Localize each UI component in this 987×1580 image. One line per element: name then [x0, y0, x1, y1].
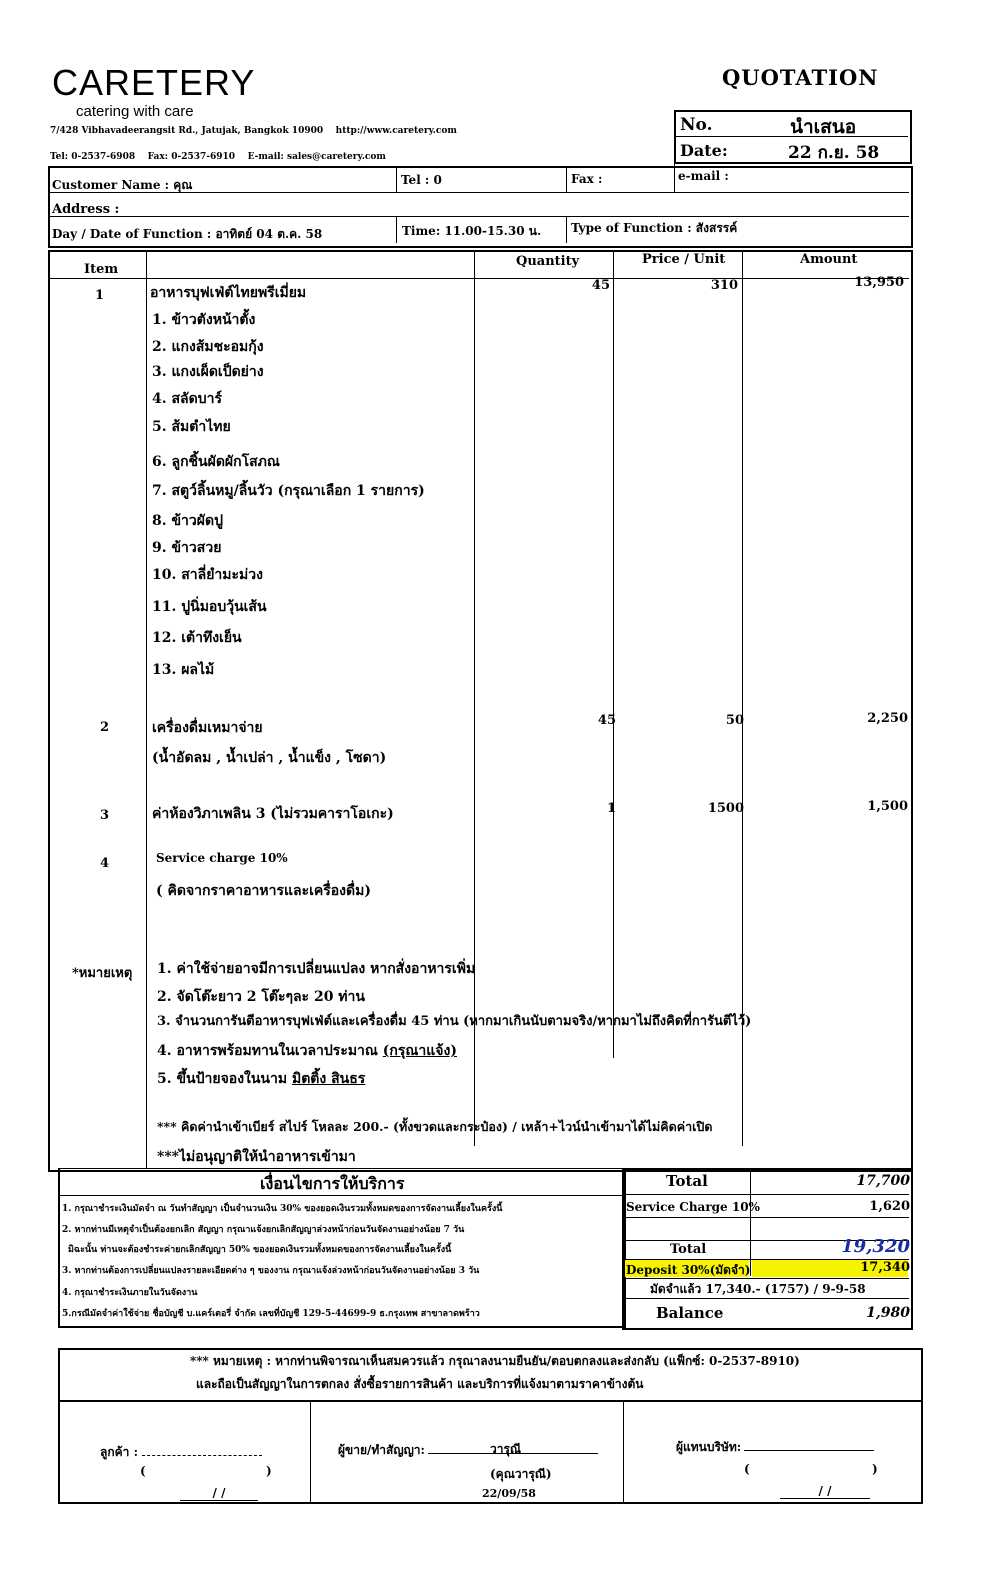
dish-12: 12. เต้าทึงเย็น	[152, 630, 242, 646]
item-4-number: 4	[100, 856, 110, 871]
total2-label: Total	[670, 1242, 707, 1257]
total-value: 17,700	[856, 1173, 910, 1189]
dish-8: 8. ข้าวผัดปู	[152, 513, 223, 529]
item-2-qty: 45	[597, 713, 616, 728]
document-title: QUOTATION	[722, 65, 879, 90]
note-4-underlined: (กรุณาแจ้ง)	[382, 1043, 457, 1059]
item-3-title: ค่าห้องวิภาเพลิน 3 (ไม่รวมคาราโอเกะ)	[152, 806, 394, 822]
note-5-underlined: มิตติ้ง สินธร	[291, 1071, 366, 1087]
item-3-price: 1500	[707, 801, 744, 816]
deposit-paid-note: มัดจำแล้ว 17,340.- (1757) / 9-9-58	[650, 1282, 866, 1296]
item-1-number: 1	[95, 288, 105, 303]
footer-remark-1: *** หมายเหตุ : หากท่านพิจารณาเห็นสมควรแล้ว กรุณาลงนามยืนยัน/ตอบตกลงและส่งกลับ (แฟ็กซ์: 0-2537-8910)	[190, 1354, 800, 1368]
item-1-price: 310	[710, 278, 738, 293]
company-email: E-mail: sales@caretery.com	[247, 152, 386, 162]
customer-email-field: e-mail :	[678, 169, 729, 183]
company-logo-name: CARETERY	[52, 62, 256, 103]
note-4	[157, 1040, 457, 1062]
balance-value: 1,980	[866, 1305, 910, 1321]
seller-signature-label: ผู้ขาย/ทำสัญญา:	[338, 1443, 425, 1457]
doc-date-value: 22 ก.ย. 58	[788, 143, 880, 163]
item-2-amount: 2,250	[867, 711, 908, 726]
balance-label: Balance	[656, 1304, 724, 1322]
total2-value: 19,320	[841, 1236, 910, 1257]
customer-fax-field: Fax :	[571, 172, 603, 186]
seller-name: วารุณี	[490, 1442, 522, 1456]
item-2-price: 50	[725, 713, 744, 728]
col-item-header: Item	[84, 262, 119, 277]
company-contact-line	[50, 152, 386, 162]
extra-note-1: *** คิดค่านำเข้าเบียร์ สไปร์ โหลละ 200.- (ทั้งขวดและกระป๋อง) / เหล้า+ไวน์นำเข้ามาได้ไม่คิดค่าเปิด	[157, 1119, 713, 1134]
dish-9: 9. ข้าวสวย	[152, 540, 222, 556]
service-charge-label: Service Charge 10%	[626, 1200, 760, 1214]
note-3: 3. จำนวนการันตีอาหารบุฟเฟ่ต์และเครื่องดื่ม 45 ท่าน (หากมาเกินนับตามจริง/หากมาไม่ถึงคิดที่การันตีไว้)	[157, 1014, 752, 1029]
item-2-title: เครื่องดื่มเหมาจ่าย	[152, 720, 263, 736]
dish-1: 1. ข้าวตังหน้าตั้ง	[152, 312, 256, 328]
customer-name-field: Customer Name : คุณ	[52, 178, 193, 192]
company-rep-signature-line	[744, 1450, 874, 1451]
item-2-number: 2	[100, 720, 110, 735]
company-fax: Fax: 0-2537-6910	[147, 152, 236, 162]
seller-date: 22/09/58	[482, 1487, 536, 1500]
doc-no-value: นำเสนอ	[790, 116, 857, 138]
dish-2: 2. แกงส้มชะอมกุ้ง	[152, 339, 264, 355]
customer-signature-label: ลูกค้า :	[100, 1445, 138, 1459]
item-3-amount: 1,500	[867, 799, 908, 814]
item-1-title: อาหารบุฟเฟ่ต์ไทยพรีเมี่ยม	[150, 285, 307, 301]
seller-name-paren: (คุณวารุณี)	[490, 1467, 552, 1481]
deposit-value: 17,340	[860, 1260, 910, 1275]
condition-4: 4. กรุณาชำระเงินภายในวันจัดงาน	[62, 1288, 198, 1298]
doc-date-label: Date:	[680, 141, 728, 160]
customer-signature-line	[142, 1455, 262, 1456]
function-day-field: Day / Date of Function : อาทิตย์ 04 ต.ค. 58	[52, 227, 323, 241]
dish-3: 3. แกงเผ็ดเป็ดย่าง	[152, 364, 264, 380]
item-4-sub: ( คิดจากราคาอาหารและเครื่องดื่ม)	[156, 883, 371, 899]
dish-10: 10. สาลี่ยำมะม่วง	[152, 567, 263, 583]
condition-5: 5.กรณีมัดจำค่าใช้จ่าย ชื่อบัญชี บ.แคร์เตอรี่ จำกัด เลขที่บัญชี 129-5-44699-9 ธ.กรุงเทพ สาขาลาดพร้าว	[62, 1309, 480, 1319]
conditions-title: เงื่อนไขการให้บริการ	[260, 1174, 405, 1193]
company-rep-signature-label: ผู้แทนบริษัท:	[676, 1440, 742, 1454]
customer-address-field: Address :	[52, 202, 120, 217]
function-type-field: Type of Function : สังสรรค์	[571, 221, 738, 235]
customer-paren-close: )	[266, 1464, 272, 1478]
note-5	[157, 1068, 365, 1090]
dish-5: 5. ส้มตำไทย	[152, 419, 231, 435]
condition-2-cont: มิฉะนั้น ท่านจะต้องชำระค่ายกเลิกสัญญา 50% ของยอดเงินรวมทั้งหมดของการจัดงานเลี้ยงในครั้งนี้	[68, 1245, 452, 1255]
company-address: 7/428 Vibhavadeerangsit Rd., Jatujak, Bangkok 10900	[50, 126, 324, 136]
col-price-header: Price / Unit	[642, 252, 726, 267]
dish-4: 4. สลัดบาร์	[152, 391, 222, 407]
notes-label: *หมายเหตุ	[72, 966, 133, 981]
note-2: 2. จัดโต๊ะยาว 2 โต๊ะๆละ 20 ท่าน	[157, 989, 365, 1005]
service-charge-value: 1,620	[869, 1199, 910, 1214]
note-1: 1. ค่าใช้จ่ายอาจมีการเปลี่ยนแปลง หากสั่งอาหารเพิ่ม	[157, 961, 476, 977]
deposit-label: Deposit 30%(มัดจำ)	[626, 1263, 751, 1277]
company-address-line	[50, 126, 457, 136]
item-4-title: Service charge 10%	[156, 851, 288, 865]
company-website: http://www.caretery.com	[335, 126, 457, 136]
note-5-text: 5. ขึ้นป้ายจองในนาม	[157, 1071, 288, 1087]
rep-date-blank: / /	[780, 1484, 870, 1499]
company-tel: Tel: 0-2537-6908	[50, 152, 136, 162]
dish-7: 7. สตูว์ลิ้นหมู/ลิ้นวัว (กรุณาเลือก 1 รายการ)	[152, 483, 425, 499]
col-amount-header: Amount	[800, 252, 858, 267]
customer-tel-field: Tel : 0	[401, 173, 442, 187]
company-tagline: catering with care	[76, 103, 194, 120]
dish-11: 11. ปูนิ่มอบวุ้นเส้น	[152, 599, 267, 615]
extra-note-2: ***ไม่อนุญาติให้นำอาหารเข้ามา	[157, 1149, 356, 1165]
customer-paren-open: (	[140, 1464, 146, 1478]
doc-no-label: No.	[680, 115, 713, 135]
item-2-sub: (น้ำอัดลม , น้ำเปล่า , น้ำแข็ง , โซดา)	[152, 750, 387, 766]
col-quantity-header: Quantity	[516, 254, 580, 269]
item-3-qty: 1	[606, 801, 616, 816]
condition-3: 3. หากท่านต้องการเปลี่ยนแปลงรายละเอียดต่าง ๆ ของงาน กรุณาแจ้งล่วงหน้าก่อนวันจัดงานอย่างน้อย 3 วัน	[62, 1266, 480, 1276]
function-time-field: Time: 11.00-15.30 น.	[402, 224, 542, 238]
rep-paren-close: )	[872, 1462, 878, 1476]
condition-1: 1. กรุณาชำระเงินมัดจำ ณ วันทำสัญญา เป็นจำนวนเงิน 30% ของยอดเงินรวมทั้งหมดของการจัดงานเลี้ยงในครั้งนี้	[62, 1204, 503, 1214]
total-label: Total	[666, 1172, 708, 1190]
customer-date-blank: / /	[180, 1486, 258, 1501]
condition-2: 2. หากท่านมีเหตุจำเป็นต้องยกเลิก สัญญา กรุณาแจ้งยกเลิกสัญญาล่วงหน้าก่อนวันจัดงานอย่างน้อย 7 วัน	[62, 1225, 465, 1235]
note-4-text: 4. อาหารพร้อมทานในเวลาประมาณ	[157, 1043, 378, 1059]
rep-paren-open: (	[744, 1462, 750, 1476]
dish-13: 13. ผลไม้	[152, 662, 215, 678]
item-1-qty: 45	[591, 278, 610, 293]
item-3-number: 3	[100, 808, 110, 823]
item-1-amount: 13,950	[854, 275, 904, 290]
dish-6: 6. ลูกชิ้นผัดผักโสภณ	[152, 454, 280, 470]
footer-remark-2: และถือเป็นสัญญาในการตกลง สั่งซื้อรายการสินค้า และบริการที่แจ้งมาตามราคาข้างต้น	[196, 1377, 644, 1391]
